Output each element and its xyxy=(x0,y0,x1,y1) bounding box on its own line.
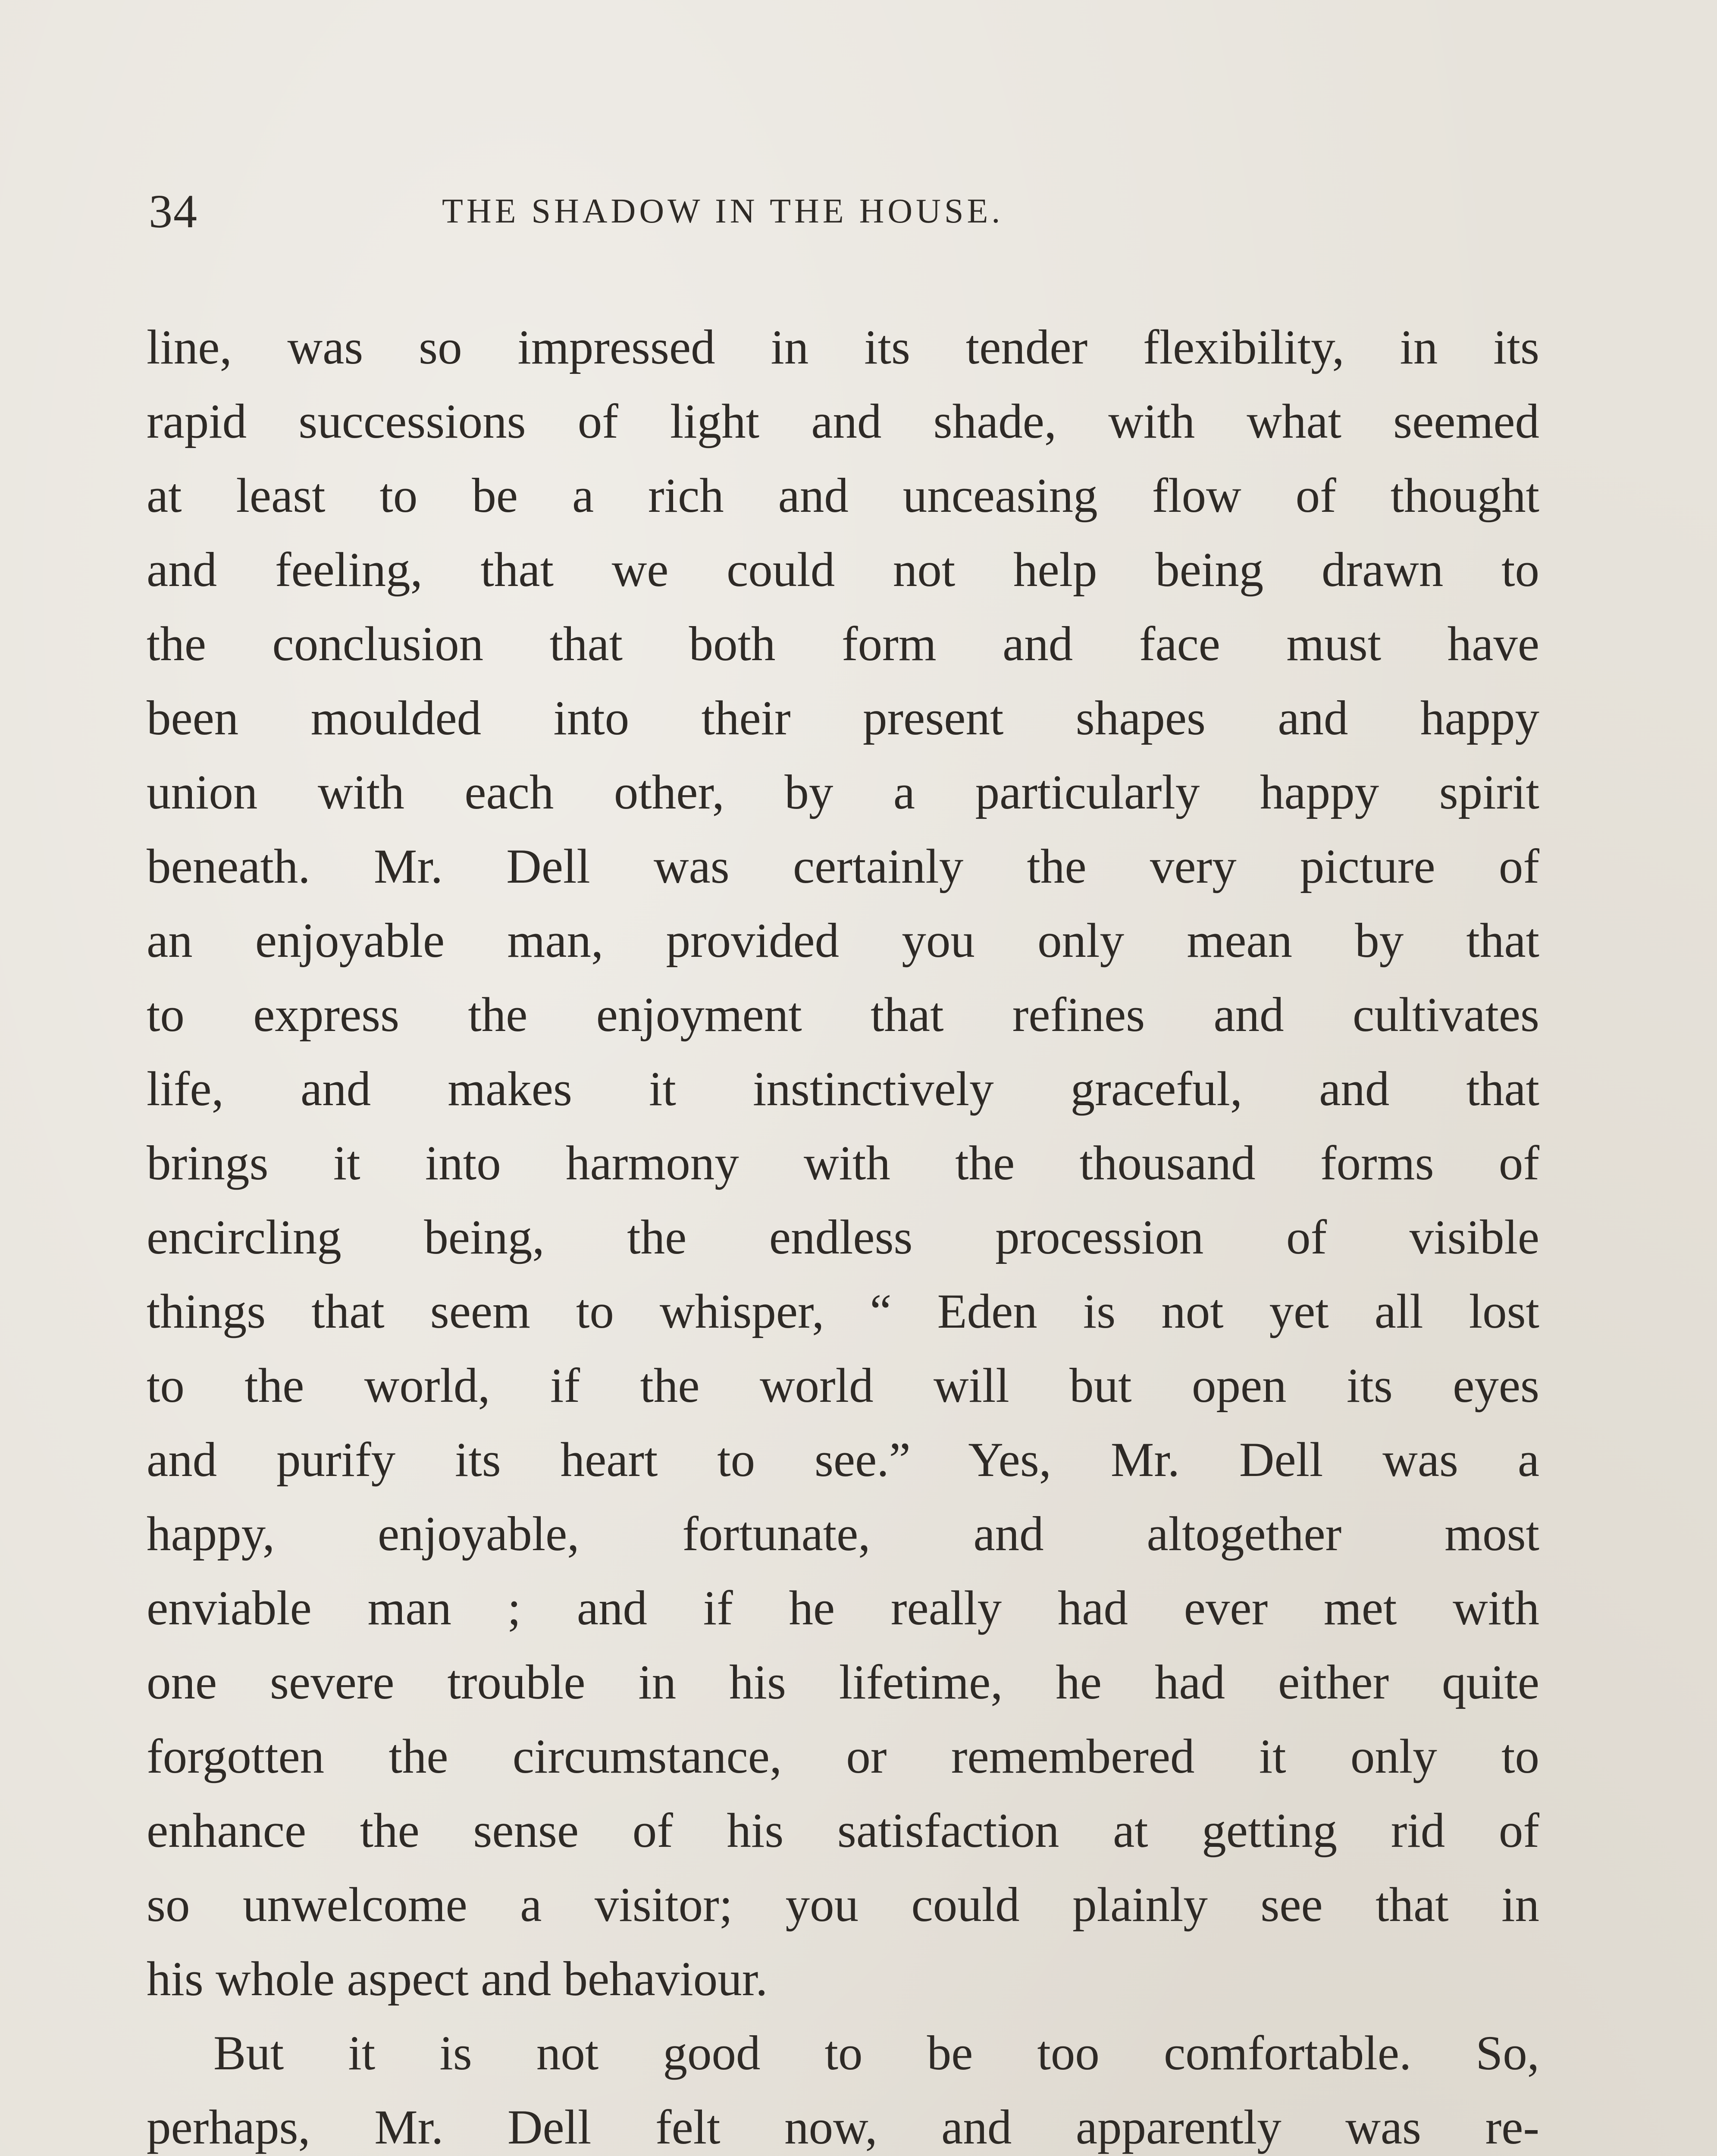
text-line: line, was so impressed in its tender flexibility, in its xyxy=(147,320,1539,374)
text-line: enhance the sense of his satisfaction at getting rid of xyxy=(147,1804,1539,1858)
text-line: life, and makes it instinctively graceful, and that xyxy=(147,1062,1539,1116)
text-line: his whole aspect and behaviour. xyxy=(147,1952,768,2006)
text-line: to express the enjoyment that refines and cultivates xyxy=(147,988,1539,1042)
paragraph xyxy=(147,2016,1539,2156)
text-line: forgotten the circumstance, or remembered it only to xyxy=(147,1730,1539,1783)
text-line: rapid successions of light and shade, with what seemed xyxy=(147,395,1539,448)
running-title: THE SHADOW IN THE HOUSE. xyxy=(442,192,1004,230)
running-head xyxy=(149,181,1235,241)
text-line: at least to be a rich and unceasing flow of thought xyxy=(147,469,1539,523)
paragraph xyxy=(147,310,1539,2016)
text-line: beneath. Mr. Dell was certainly the very picture of xyxy=(147,840,1539,893)
text-line: encircling being, the endless procession of visible xyxy=(147,1210,1539,1264)
text-line: brings it into harmony with the thousand forms of xyxy=(147,1136,1539,1190)
page-number: 34 xyxy=(149,185,198,238)
text-line: and feeling, that we could not help being drawn to xyxy=(147,543,1539,597)
body-text xyxy=(147,310,1539,2156)
text-line: union with each other, by a particularly happy spirit xyxy=(147,765,1539,819)
text-line: But it is not good to be too comfortable. So, xyxy=(213,2026,1539,2080)
text-line: so unwelcome a visitor; you could plainly see that in xyxy=(147,1878,1539,1932)
text-line: and purify its heart to see.” Yes, Mr. Dell was a xyxy=(147,1433,1539,1487)
text-line: perhaps, Mr. Dell felt now, and apparently was re- xyxy=(147,2100,1539,2154)
text-line: things that seem to whisper, “ Eden is not yet all lost xyxy=(147,1285,1539,1338)
text-line: the conclusion that both form and face must have xyxy=(147,617,1539,671)
text-line: happy, enjoyable, fortunate, and altogether most xyxy=(147,1507,1539,1561)
text-line: been moulded into their present shapes and happy xyxy=(147,691,1539,745)
text-line: enviable man ; and if he really had ever met with xyxy=(147,1581,1539,1635)
text-line: an enjoyable man, provided you only mean by that xyxy=(147,914,1539,968)
text-line: one severe trouble in his lifetime, he had either quite xyxy=(147,1655,1539,1709)
text-line: to the world, if the world will but open its eyes xyxy=(147,1359,1539,1413)
